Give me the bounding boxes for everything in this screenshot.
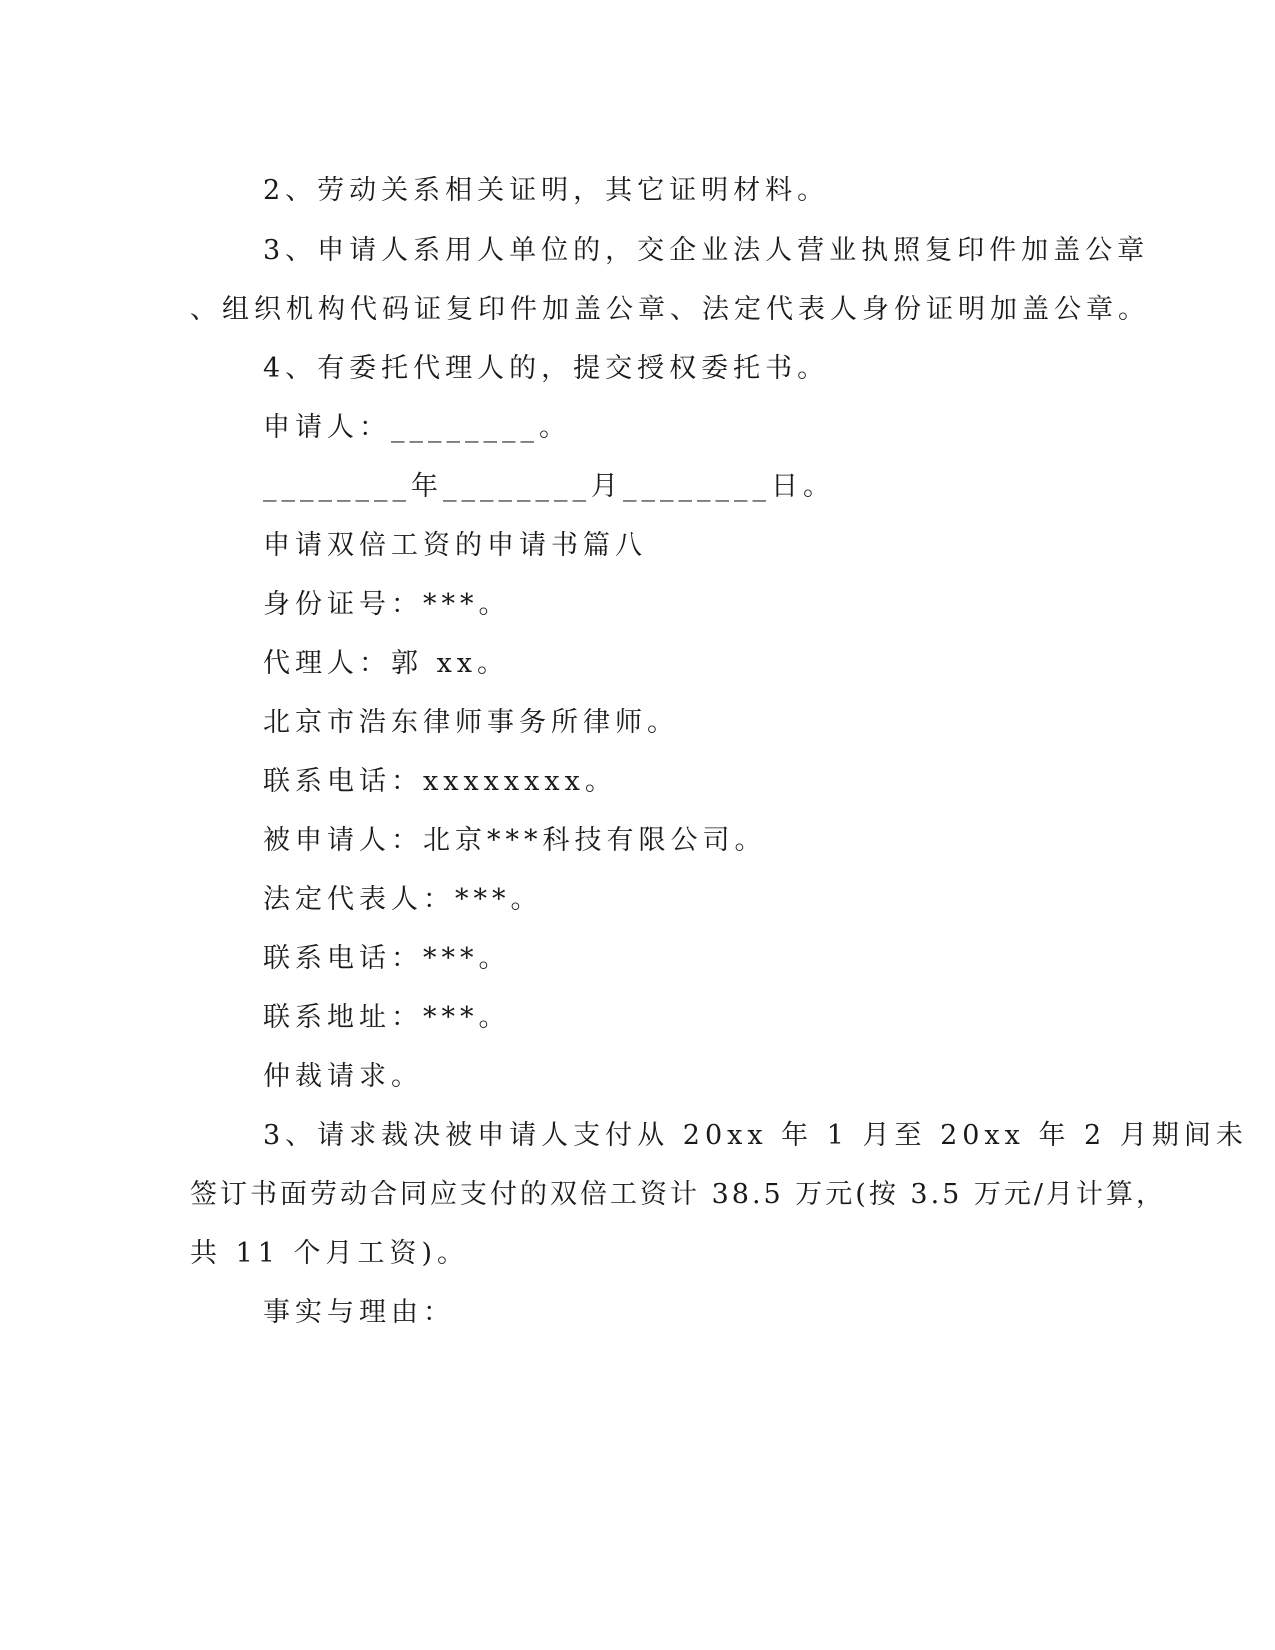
- paragraph-line: 联系电话：***。: [263, 943, 511, 974]
- paragraph-line: 联系电话：xxxxxxxx。: [263, 766, 617, 797]
- paragraph-line: 2、劳动关系相关证明，其它证明材料。: [263, 175, 830, 206]
- paragraph-line: 联系地址：***。: [263, 1002, 511, 1033]
- paragraph-line: 北京市浩东律师事务所律师。: [263, 707, 679, 738]
- section-heading: 申请双倍工资的申请书篇八: [263, 530, 647, 561]
- signature-line: 申请人：________。: [263, 412, 571, 443]
- paragraph-line: 法定代表人：***。: [263, 884, 543, 915]
- paragraph-line: 3、申请人系用人单位的，交企业法人营业执照复印件加盖公章: [263, 235, 1150, 266]
- paragraph-line: 代理人：郭 xx。: [263, 648, 510, 679]
- date-line: ________年________月________日。: [263, 471, 835, 502]
- paragraph-line: 事实与理由：: [263, 1297, 455, 1328]
- paragraph-line: 身份证号：***。: [263, 589, 511, 620]
- paragraph-line: 4、有委托代理人的，提交授权委托书。: [263, 353, 830, 384]
- paragraph-line: 被申请人：北京***科技有限公司。: [263, 825, 767, 856]
- paragraph-line: 、组织机构代码证复印件加盖公章、法定代表人身份证明加盖公章。: [190, 294, 1150, 325]
- paragraph-line: 共 11 个月工资)。: [190, 1238, 470, 1269]
- paragraph-line: 3、请求裁决被申请人支付从 20xx 年 1 月至 20xx 年 2 月期间未: [263, 1120, 1248, 1151]
- paragraph-line: 仲裁请求。: [263, 1061, 423, 1092]
- paragraph-line: 签订书面劳动合同应支付的双倍工资计 38.5 万元(按 3.5 万元/月计算，: [190, 1179, 1167, 1210]
